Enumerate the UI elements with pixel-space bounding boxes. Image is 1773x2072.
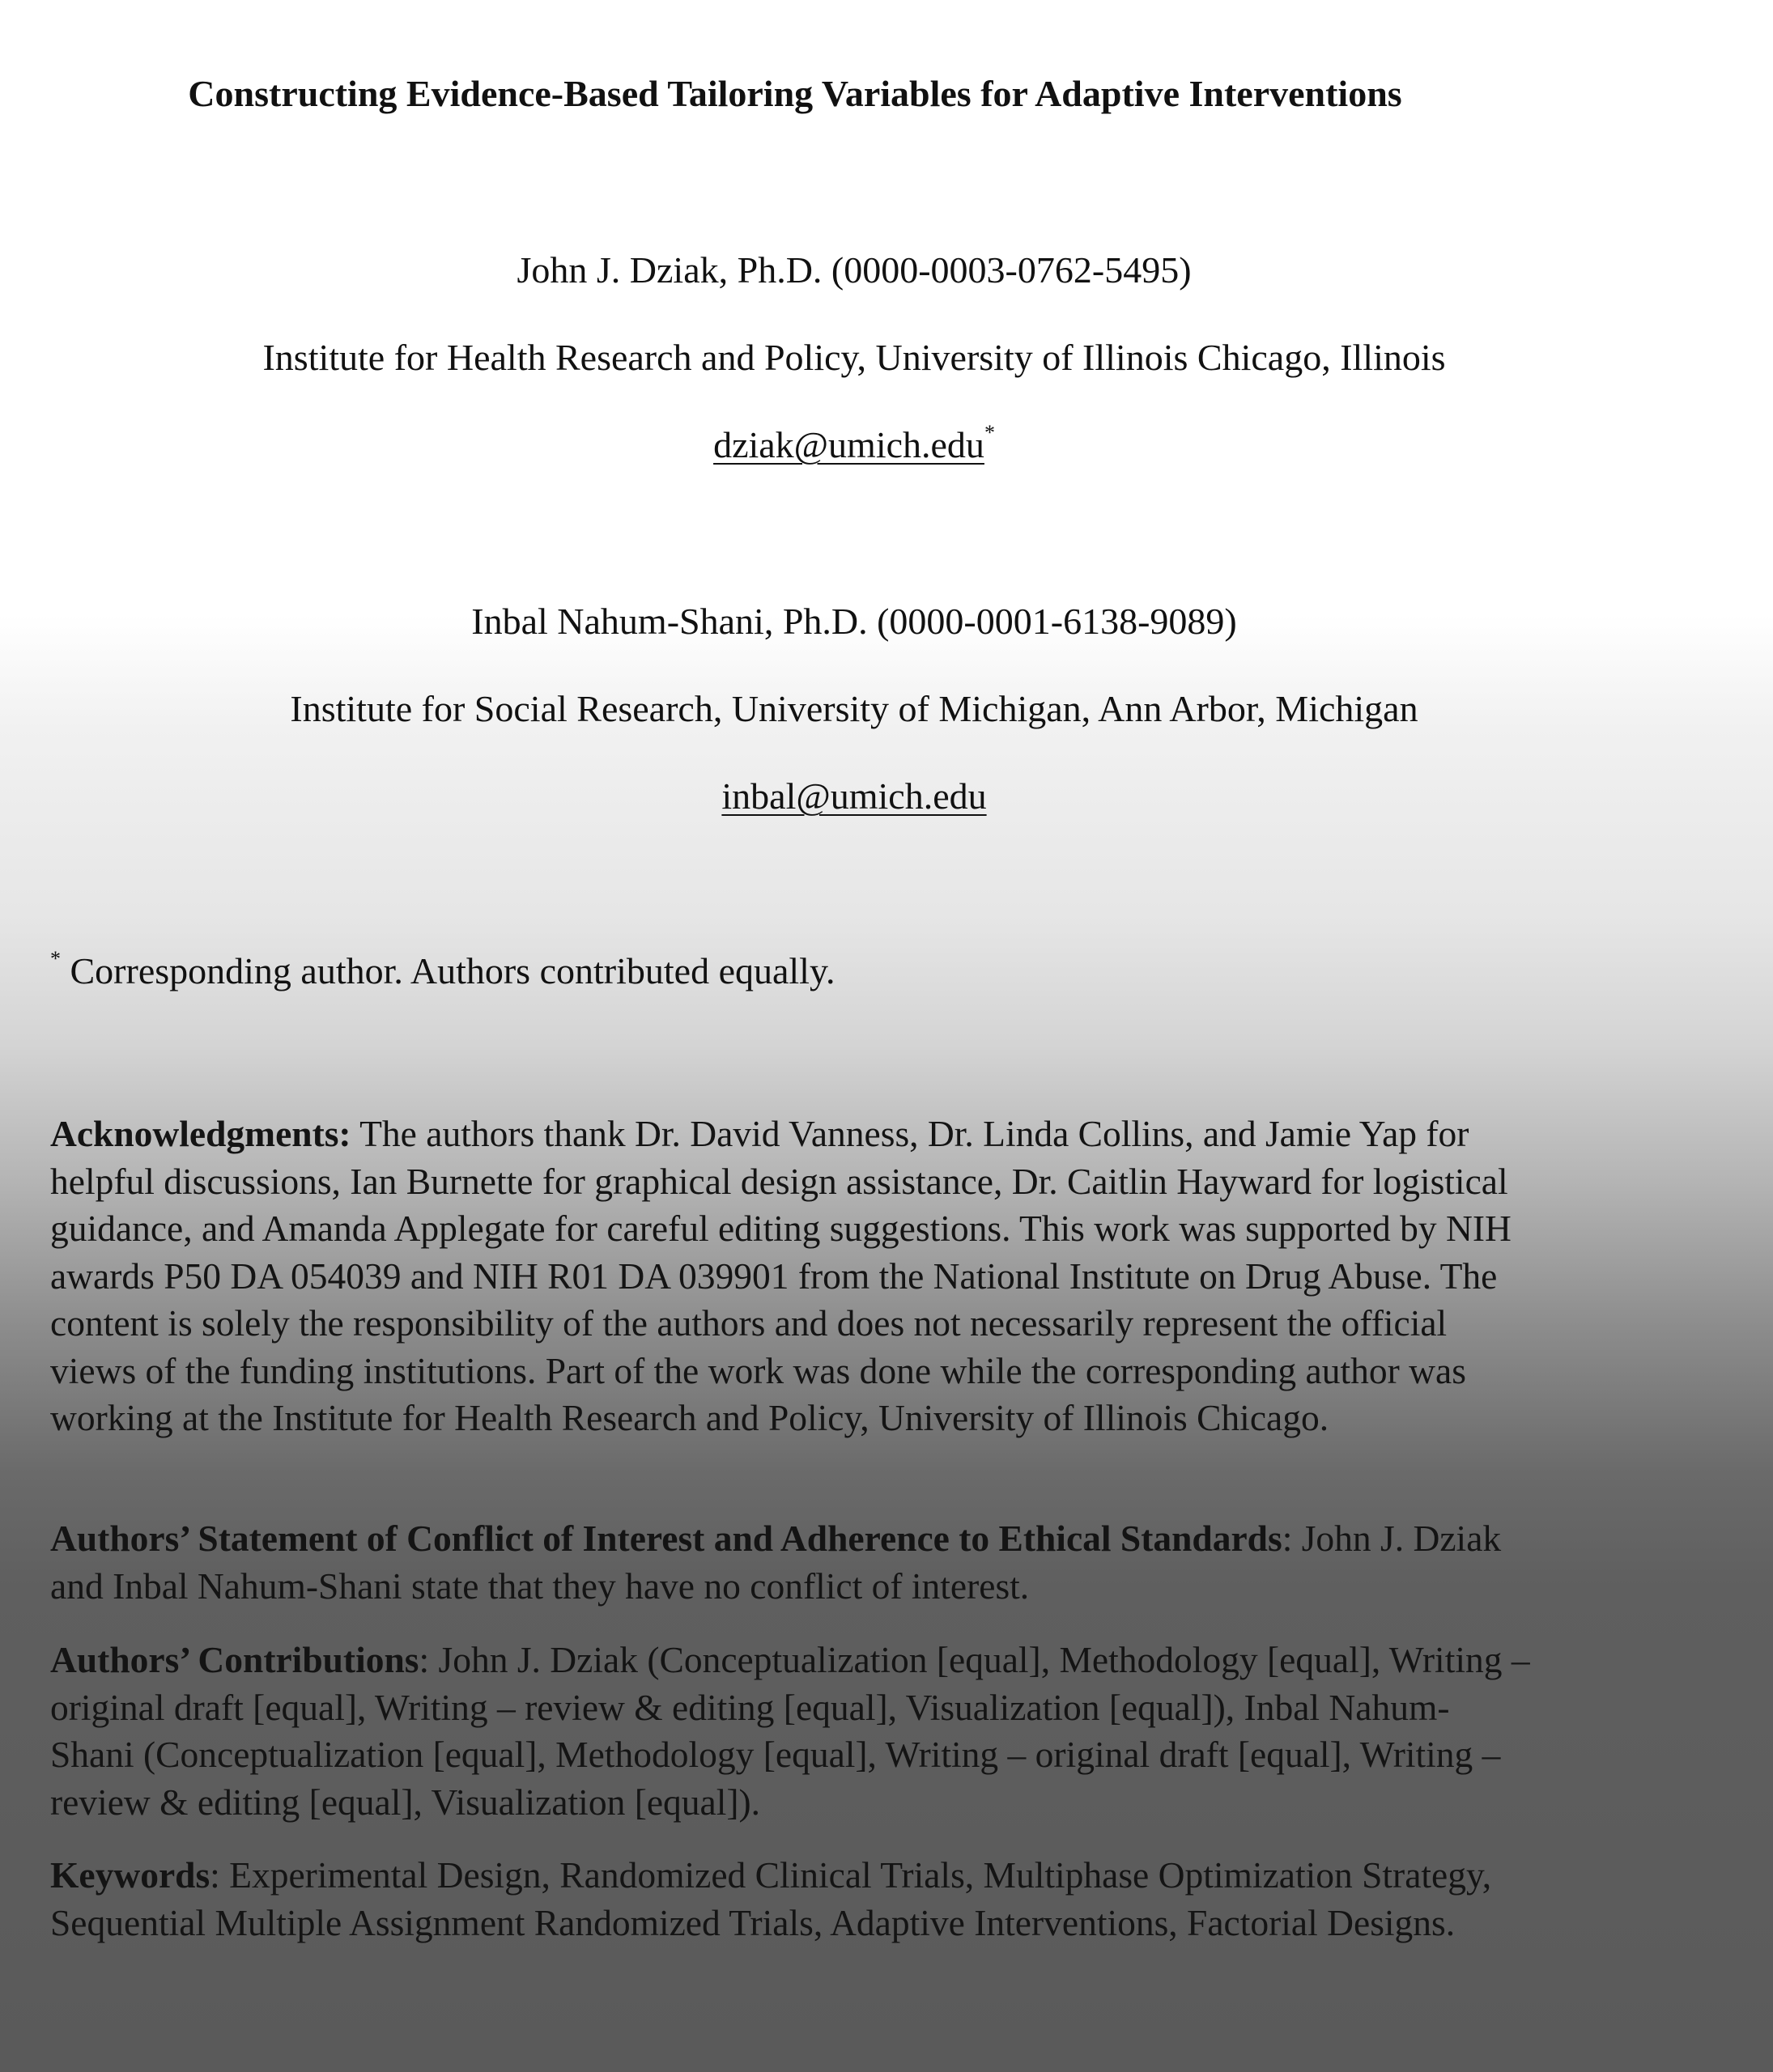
conflict-text: : John J. Dziak and Inbal Nahum-Shani state that they have no conflict of interest. <box>50 1518 1502 1607</box>
paper-title: Constructing Evidence-Based Tailoring Variables for Adaptive Interventions <box>188 73 1402 114</box>
keywords-heading: Keywords <box>50 1854 210 1896</box>
author-1-affiliation: Institute for Health Research and Policy, University of Illinois Chicago, Illinois <box>262 337 1446 378</box>
contributions-heading: Authors’ Contributions <box>50 1639 419 1680</box>
acknowledgments-section <box>50 1110 1532 1442</box>
acknowledgments-text: The authors thank Dr. David Vanness, Dr. Linda Collins, and Jamie Yap for helpful discussions, Ian Burnette for graphical design assistance, Dr. Caitlin Hayward for logistical guidance, and Amanda Applegate for careful editing suggestions. This work was supported by NIH awards P50 DA 054039 and NIH R01 DA 039901 from the National Institute on Drug Abuse. The content is solely the responsibility of the authors and does not necessarily represent the official views of the funding institutions. Part of the work was done while the corresponding author was working at the Institute for Health Research and Policy, University of Illinois Chicago. <box>50 1113 1512 1438</box>
author-2-name: Inbal Nahum-Shani, Ph.D. (0000-0001-6138-9089) <box>471 601 1237 642</box>
corresponding-footnote <box>50 947 835 996</box>
contributions-section <box>50 1637 1532 1826</box>
acknowledgments-heading: Acknowledgments: <box>50 1113 351 1154</box>
footnote-marker: * <box>50 947 61 970</box>
author-2-affiliation: Institute for Social Research, University of Michigan, Ann Arbor, Michigan <box>290 688 1418 729</box>
footnote-text: Corresponding author. Authors contributed equally. <box>70 950 835 991</box>
keywords-text: : Experimental Design, Randomized Clinical Trials, Multiphase Optimization Strategy, Sequential Multiple Assignment Randomized Trials, Adaptive Interventions, Factorial Designs. <box>50 1854 1492 1943</box>
author-2-email-link[interactable]: inbal@umich.edu <box>721 775 987 817</box>
author-1-name: John J. Dziak, Ph.D. (0000-0003-0762-5495) <box>517 249 1192 291</box>
author-2-email-line <box>0 772 1708 821</box>
author-1-email-line <box>0 421 1708 469</box>
keywords-section <box>50 1852 1532 1947</box>
conflict-heading: Authors’ Statement of Conflict of Interest and Adherence to Ethical Standards <box>50 1518 1282 1559</box>
author-1-email-link[interactable]: dziak@umich.edu <box>713 424 984 465</box>
conflict-section <box>50 1515 1532 1610</box>
corresponding-marker: * <box>984 421 995 444</box>
contributions-text: : John J. Dziak (Conceptualization [equal], Methodology [equal], Writing – original draft [equal], Writing – review & editing [equal], Visualization [equal]), Inbal Nahum-Shani (Conceptualization [equal], Methodology [equal], Writing – original draft [equal], Writing – review & editing [equal], Visualization [equal]). <box>50 1639 1530 1823</box>
